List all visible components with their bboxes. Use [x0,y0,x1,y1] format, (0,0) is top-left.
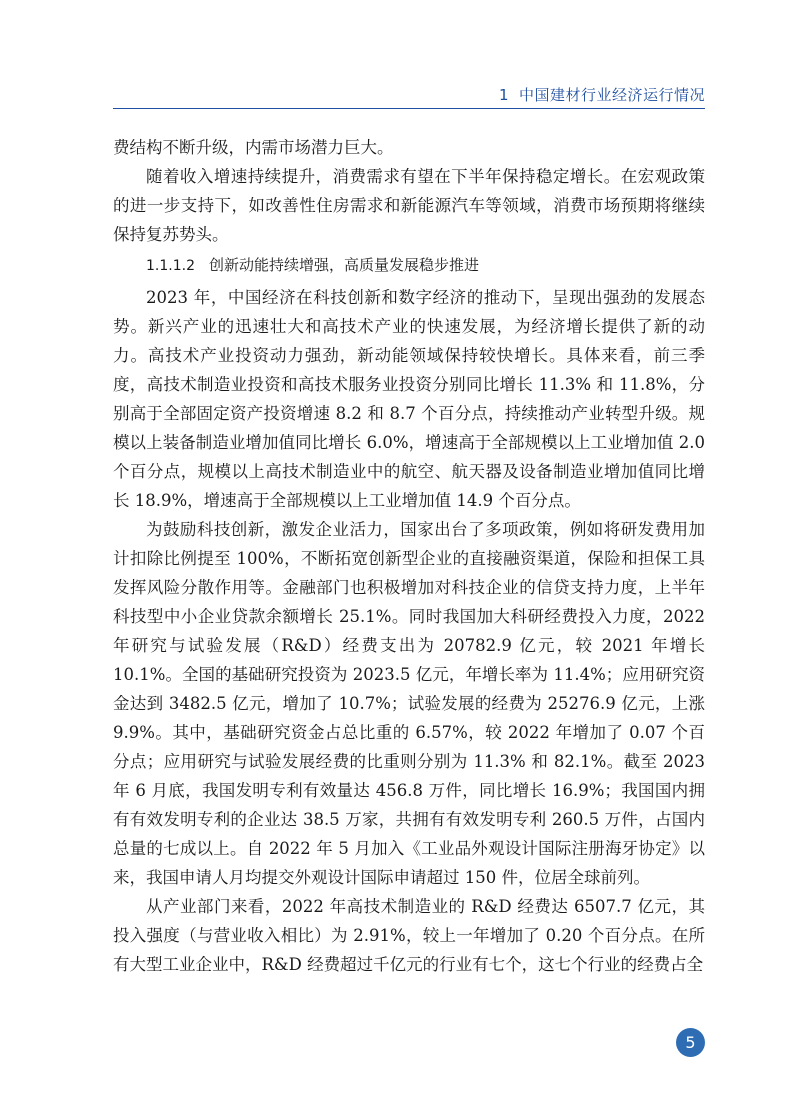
paragraph-consumption-outlook: 随着收入增速持续提升，消费需求有望在下半年保持稳定增长。在宏观政策的进一步支持下，如改善性住房需求和新能源汽车等领域，消费市场预期将继续保持复苏势头。 [113,167,705,244]
chapter-number: 1 [498,86,509,104]
section-heading [113,249,705,283]
paragraph-continued: 费结构不断升级，内需市场潜力巨大。 [113,138,394,157]
body-text [113,133,705,979]
section-title: 创新动能持续增强，高质量发展稳步推进 [208,256,479,274]
section-number: 1.1.1.2 [146,258,195,274]
page-number: 5 [676,1028,705,1057]
running-header [113,84,705,105]
paragraph-innovation-policy: 为鼓励科技创新，激发企业活力，国家出台了多项政策，例如将研发费用加计扣除比例提至 100%，不断拓宽创新型企业的直接融资渠道，保险和担保工具发挥风险分散作用等。金融部门也积极增加对科技企业的信贷支持力度，上半年科技型中小企业贷款余额增长 25.1%。同时我国加大科研经费投入力度，2022 年研究与试验发展（R&D）经费支出为 20782.9 亿元，较 2021 年增长 10.1%。全国的基础研究投资为 2023.5 亿元，年增长率为 11.4%；应用研究资金达到 3482.5 亿元，增加了 10.7%；试验发展的经费为 25276.9 亿元，上涨 9.9%。其中，基础研究资金占总比重的 6.57%，较 2022 年增加了 0.07 个百分点；应用研究与试验发展经费的比重则分别为 11.3% 和 82.1%。截至 2023 年 6 月底，我国发明专利有效量达 456.8 万件，同比增长 16.9%；我国国内拥有有效发明专利的企业达 38.5 万家，共拥有有效发明专利 260.5 万件，占国内总量的七成以上。自 2022 年 5 月加入《工业品外观设计国际注册海牙协定》以来，我国申请人月均提交外观设计国际申请超过 150 件，位居全球前列。 [113,520,705,887]
header-rule [113,108,705,109]
paragraph-high-tech-investment: 2023 年，中国经济在科技创新和数字经济的推动下，呈现出强劲的发展态势。新兴产业的迅速壮大和高技术产业的快速发展，为经济增长提供了新的动力。高技术产业投资动力强劲，新动能领域保持较快增长。具体来看，前三季度，高技术制造业投资和高技术服务业投资分别同比增长 11.3% 和 11.8%，分别高于全部固定资产投资增速 8.2 和 8.7 个百分点，持续推动产业转型升级。规模以上装备制造业增加值同比增长 6.0%，增速高于全部规模以上工业增加值 2.0 个百分点，规模以上高技术制造业中的航空、航天器及设备制造业增加值同比增长 18.9%，增速高于全部规模以上工业增加值 14.9 个百分点。 [113,288,705,510]
paragraph-industry-rd: 从产业部门来看，2022 年高技术制造业的 R&D 经费达 6507.7 亿元，其投入强度（与营业收入相比）为 2.91%，较上一年增加了 0.20 个百分点。在所有大型工业企业中，R&D 经费超过千亿元的行业有七个，这七个行业的经费占全 [113,897,705,974]
chapter-title: 中国建材行业经济运行情况 [518,86,705,104]
